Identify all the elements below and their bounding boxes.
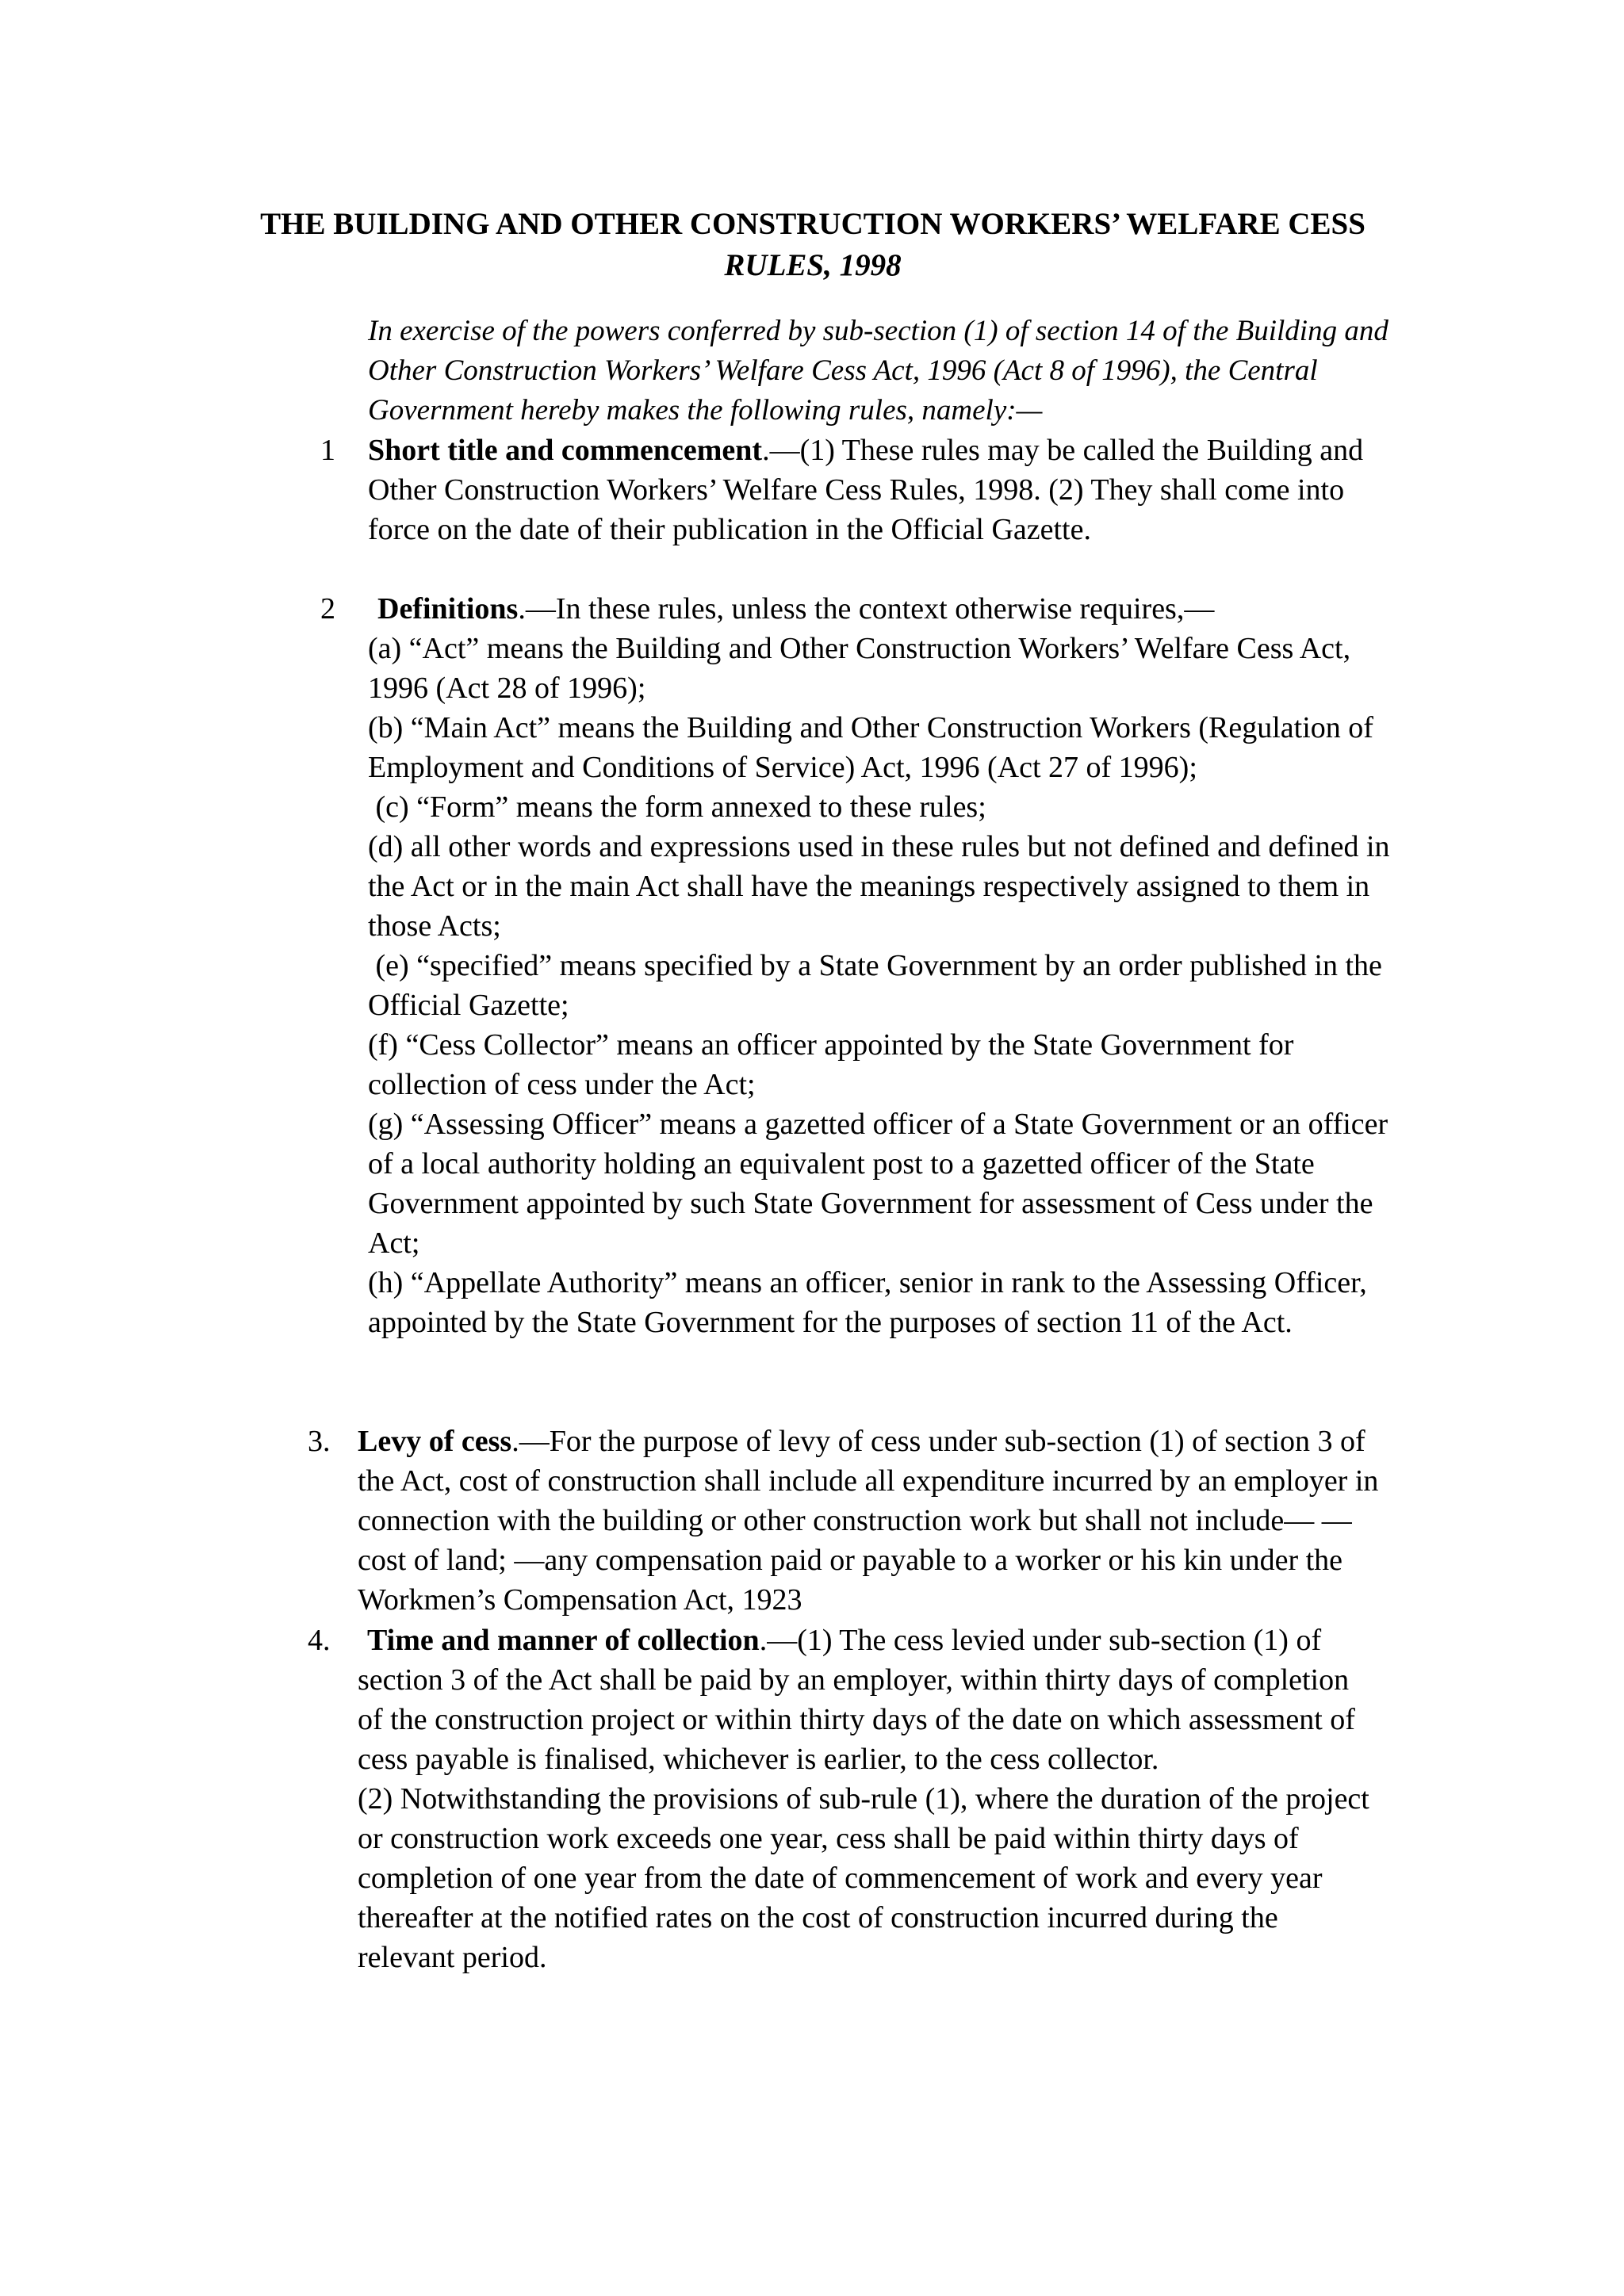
rule-1: [368, 430, 1375, 549]
rule-number: 4.: [308, 1624, 331, 1657]
rule-number: 1: [320, 434, 335, 467]
preamble: In exercise of the powers conferred by sub-section (1) of section 14 of the Building and Other Construction Workers’ Welfare Cess Act, 1996 (Act 8 of 1996), the Central Government hereby makes the following rules, namely:—: [368, 315, 1388, 427]
definition-clause: (g) “Assessing Officer” means a gazetted officer of a State Government or an officer of a local authority holding an equivalent post to a gazetted officer of the State Government appointed by such State Government for assessment of Cess under the Act;: [368, 1108, 1388, 1260]
definition-clause: (e) “specified” means specified by a State Government by an order published in the Official Gazette;: [368, 949, 1390, 1022]
rule-text: .—(1) These rules may be called the Building and Other Construction Workers’ Welfare Cess Rules, 1998. (2) They shall come into force on the date of their publication in the Official Gazette.: [368, 434, 1364, 546]
definition-clause: (f) “Cess Collector” means an officer appointed by the State Government for collection of cess under the Act;: [368, 1028, 1294, 1101]
document-subtitle: RULES, 1998: [724, 248, 902, 282]
definition-clause: (c) “Form” means the form annexed to these rules;: [368, 790, 986, 824]
rule-heading: Time and manner of collection: [367, 1624, 760, 1657]
definition-clause: (a) “Act” means the Building and Other Construction Workers’ Welfare Cess Act, 1996 (Act 28 of 1996);: [368, 632, 1351, 705]
rule-heading: Definitions: [377, 592, 519, 626]
sub-rule-2: (2) Notwithstanding the provisions of sub-rule (1), where the duration of the project or construction work exceeds one year, cess shall be paid within thirty days of completion of one year from the date of commencement of work and every year thereafter at the notified rates on the cost of construction incurred during the relevant period.: [358, 1782, 1369, 1974]
rule-text: .—(1) The cess levied under sub-section (1) of section 3 of the Act shall be paid by an employer, within thirty days of completion of the construction project or within thirty days of the date on which assessment of cess payable is finalised, whichever is earlier, to the cess collector.: [358, 1624, 1355, 1776]
document-title: THE BUILDING AND OTHER CONSTRUCTION WORKERS’ WELFARE CESS: [260, 207, 1365, 241]
rule-4: [358, 1621, 1381, 1977]
rule-3: [358, 1422, 1381, 1620]
rule-number: 2: [320, 592, 335, 626]
definition-clause: (d) all other words and expressions used in these rules but not defined and defined in the Act or in the main Act shall have the meanings respectively assigned to them in those Acts;: [368, 830, 1390, 943]
rule-2: [368, 589, 1391, 1342]
rule-text: .—For the purpose of levy of cess under sub-section (1) of section 3 of the Act, cost of construction shall include all expenditure incurred by an employer in connection with the building or other construction work but shall not include— —cost of land; —any compensation paid or payable to a worker or his kin under the Workmen’s Compensation Act, 1923: [358, 1425, 1379, 1617]
rule-text: .—In these rules, unless the context otherwise requires,—: [518, 592, 1215, 626]
rule-number: 3.: [308, 1425, 331, 1458]
definition-clause: (b) “Main Act” means the Building and Other Construction Workers (Regulation of Employment and Conditions of Service) Act, 1996 (Act 27 of 1996);: [368, 711, 1373, 784]
rule-heading: Levy of cess: [358, 1425, 512, 1458]
definition-clause: (h) “Appellate Authority” means an officer, senior in rank to the Assessing Officer, appointed by the State Government for the purposes of section 11 of the Act.: [368, 1266, 1367, 1339]
rule-heading: Short title and commencement: [368, 434, 763, 467]
